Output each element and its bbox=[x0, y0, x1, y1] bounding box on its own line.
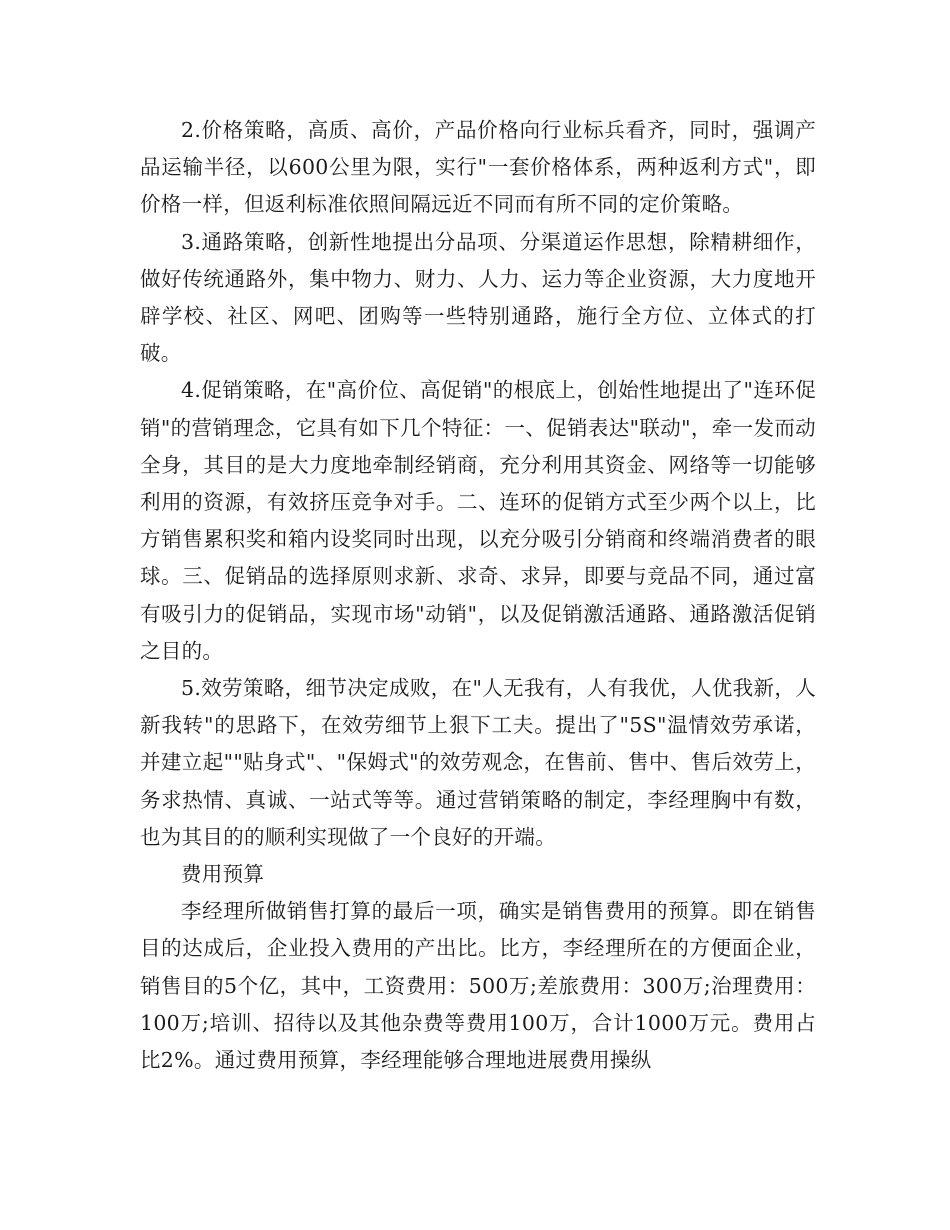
paragraph-price-strategy: 2.价格策略，高质、高价，产品价格向行业标兵看齐，同时，强调产品运输半径，以600公里为限，实行"一套价格体系，两种返利方式"，即价格一样，但返利标准依照间隔远近不同而有所不同的定价策略。 bbox=[140, 118, 816, 217]
document-body bbox=[140, 112, 816, 1079]
paragraph-channel-strategy: 3.通路策略，创新性地提出分品项、分渠道运作思想，除精耕细作，做好传统通路外，集中物力、财力、人力、运力等企业资源，大力度地开辟学校、社区、网吧、团购等一些特别通路，施行全方位、立体式的打破。 bbox=[140, 229, 816, 366]
paragraph-service-strategy: 5.效劳策略，细节决定成败，在"人无我有，人有我优，人优我新，人新我转"的思路下，在效劳细节上狠下工夫。提出了"5S"温情效劳承诺，并建立起""贴身式"、"保姆式"的效劳观念，在售前、售中、售后效劳上，务求热情、真诚、一站式等等。通过营销策略的制定，李经理胸中有数，也为其目的的顺利实现做了一个良好的开端。 bbox=[140, 676, 816, 849]
section-heading: 费用预算 bbox=[181, 862, 265, 887]
paragraph-promotion-strategy: 4.促销策略，在"高价位、高促销"的根底上，创始性地提出了"连环促销"的营销理念，它具有如下几个特征：一、促销表达"联动"，牵一发而动全身，其目的是大力度地牵制经销商，充分利用其资金、网络等一切能够利用的资源，有效挤压竞争对手。二、连环的促销方式至少两个以上，比方销售累积奖和箱内设奖同时出现，以充分吸引分销商和终端消费者的眼球。三、促销品的选择原则求新、求奇、求异，即要与竞品不同，通过富有吸引力的促销品，实现市场"动销"，以及促销激活通路、通路激活促销之目的。 bbox=[140, 378, 816, 663]
paragraph-cost-budget: 李经理所做销售打算的最后一项，确实是销售费用的预算。即在销售目的达成后，企业投入费用的产出比。比方，李经理所在的方便面企业，销售目的5个亿，其中，工资费用：500万;差旅费用：300万;治理费用：100万;培训、招待以及其他杂费等费用100万，合计1000万元。费用占比2%。通过费用预算，李经理能够合理地进展费用操纵 bbox=[140, 899, 816, 1073]
